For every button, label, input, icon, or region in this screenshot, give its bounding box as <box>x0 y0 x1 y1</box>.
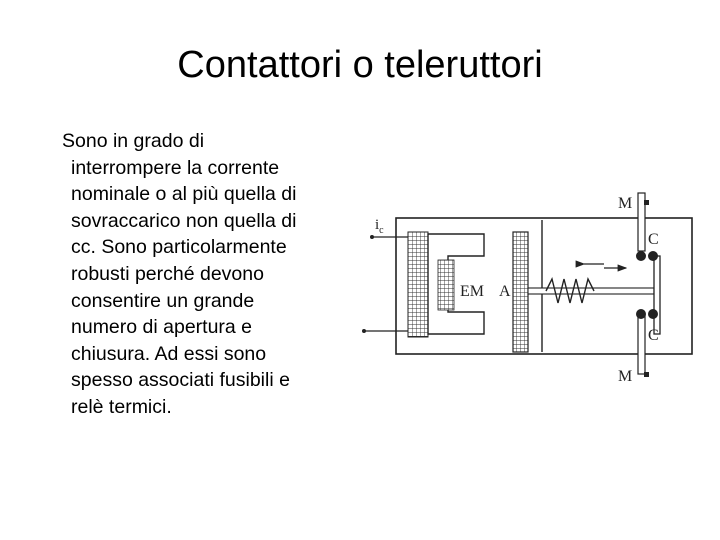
terminal-label-top: M <box>618 195 633 212</box>
body-line: nominale o al più quella di <box>71 183 297 206</box>
slide-title-text: Contattori o teleruttori <box>177 44 543 86</box>
slide-title <box>0 44 720 87</box>
body-line: cc. Sono particolarmente <box>71 236 287 259</box>
coil-terminal-top <box>370 235 374 239</box>
body-line: chiusura. Ad essi sono <box>71 342 267 365</box>
fixed-contact-bottom <box>638 316 645 374</box>
terminal-label-bottom: M <box>618 368 633 385</box>
coil-terminal-bottom <box>362 329 366 333</box>
slide-body <box>62 128 362 421</box>
body-line: numero di apertura e <box>71 316 253 339</box>
em-label: EM <box>460 283 484 300</box>
moving-contact-bar <box>654 256 660 334</box>
contact-pad-top-moving <box>648 251 658 261</box>
terminal-screw-top <box>644 200 649 205</box>
body-line: Sono in grado di <box>62 130 205 152</box>
coil-winding <box>408 232 428 337</box>
contact-label-bottom: C <box>648 327 659 344</box>
contact-pad-bottom-fixed <box>636 309 646 319</box>
body-line: sovraccarico non quella di <box>71 209 297 232</box>
body-line: robusti perché devono <box>71 262 264 285</box>
body-line: consentire un grande <box>71 289 255 312</box>
fixed-contact-top <box>638 193 645 251</box>
core-inner-hatch <box>438 260 454 310</box>
contact-label-top: C <box>648 231 659 248</box>
body-line: relè termici. <box>71 395 172 418</box>
current-label: $i_c$ <box>375 217 384 236</box>
armature-label: A <box>499 283 511 300</box>
contact-pad-bottom-moving <box>648 309 658 319</box>
body-line: spesso associati fusibili e <box>71 369 290 392</box>
contact-pad-top-fixed <box>636 251 646 261</box>
body-line: interrompere la corrente <box>71 156 280 179</box>
armature <box>513 232 528 352</box>
contactor-diagram <box>356 180 706 395</box>
terminal-screw-bottom <box>644 372 649 377</box>
